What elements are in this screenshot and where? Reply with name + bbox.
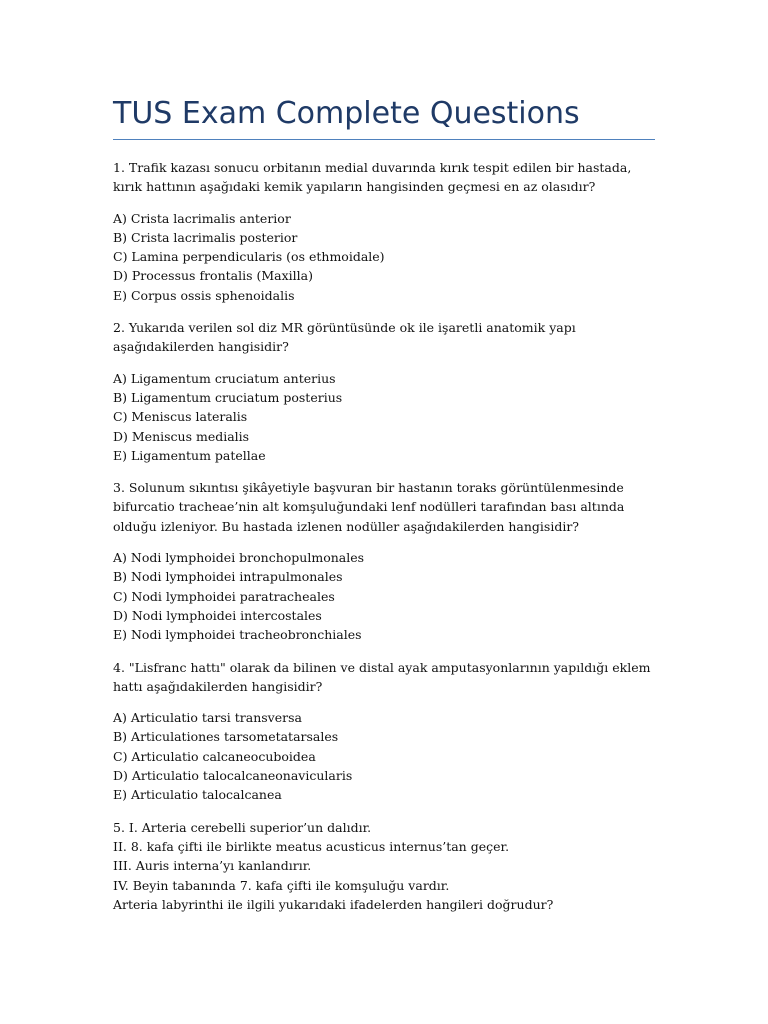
answer-option: C) Lamina perpendicularis (os ethmoidale)	[113, 249, 385, 265]
answer-option: D) Nodi lymphoidei intercostales	[113, 607, 322, 623]
question-5	[113, 818, 658, 914]
question-statement: II. 8. kafa çifti ile birlikte meatus acusticus internus’tan geçer.	[113, 838, 510, 854]
document-title: TUS Exam Complete Questions	[113, 96, 580, 131]
question-statement: III. Auris interna’yı kanlandırır.	[113, 858, 312, 874]
answer-option: E) Corpus ossis sphenoidalis	[113, 287, 295, 303]
document-body	[113, 158, 658, 914]
answer-option: A) Articulatio tarsi transversa	[113, 710, 302, 726]
answer-option: B) Articulationes tarsometatarsales	[113, 729, 339, 745]
answer-option: E) Ligamentum patellae	[113, 447, 266, 463]
answer-option: E) Articulatio talocalcanea	[113, 787, 282, 803]
question-stem: 2. Yukarıda verilen sol diz MR görüntüsünde ok ile işaretli anatomik yapı aşağıdakilerden hangisidir?	[113, 320, 576, 355]
question-stem: 4. "Lisfranc hattı" olarak da bilinen ve distal ayak amputasyonlarının yapıldığı eklem hattı aşağıdakilerden hangisidir?	[113, 659, 651, 694]
answer-option: A) Crista lacrimalis anterior	[113, 210, 291, 226]
question-stem: 1. Trafik kazası sonucu orbitanın medial duvarında kırık tespit edilen bir hastada, kırık hattının aşağıdaki kemik yapıların hangisinden geçmesi en az olasıdır?	[113, 160, 632, 195]
answer-option: C) Nodi lymphoidei paratracheales	[113, 588, 335, 604]
answer-option: A) Nodi lymphoidei bronchopulmonales	[113, 550, 365, 566]
answer-options	[113, 548, 658, 644]
answer-options	[113, 209, 658, 305]
title-divider	[113, 139, 655, 140]
answer-options	[113, 708, 658, 804]
answer-option: D) Meniscus medialis	[113, 428, 250, 444]
question-3	[113, 478, 658, 644]
question-statement: 5. I. Arteria cerebelli superior’un dalıdır.	[113, 819, 372, 835]
question-4	[113, 658, 658, 805]
answer-option: C) Meniscus lateralis	[113, 409, 248, 425]
question-1	[113, 158, 658, 305]
answer-options	[113, 369, 658, 465]
question-prompt: Arteria labyrinthi ile ilgili yukarıdaki ifadelerden hangileri doğrudur?	[113, 896, 554, 912]
answer-option: D) Processus frontalis (Maxilla)	[113, 268, 313, 284]
answer-option: E) Nodi lymphoidei tracheobronchiales	[113, 627, 362, 643]
question-stem: 3. Solunum sıkıntısı şikâyetiyle başvuran bir hastanın toraks görüntülenmesinde bifurcatio tracheae’nin alt komşuluğundaki lenf nodülleri tarafından bası altında olduğu izleniyor. Bu hastada izlenen nodüller aşağıdakilerden hangisidir?	[113, 480, 625, 534]
answer-option: B) Ligamentum cruciatum posterius	[113, 389, 343, 405]
answer-option: B) Nodi lymphoidei intrapulmonales	[113, 569, 343, 585]
question-statement: IV. Beyin tabanında 7. kafa çifti ile komşuluğu vardır.	[113, 877, 450, 893]
answer-option: C) Articulatio calcaneocuboidea	[113, 748, 316, 764]
question-2	[113, 318, 658, 465]
answer-option: A) Ligamentum cruciatum anterius	[113, 370, 336, 386]
answer-option: D) Articulatio talocalcaneonavicularis	[113, 768, 353, 784]
answer-option: B) Crista lacrimalis posterior	[113, 229, 298, 245]
